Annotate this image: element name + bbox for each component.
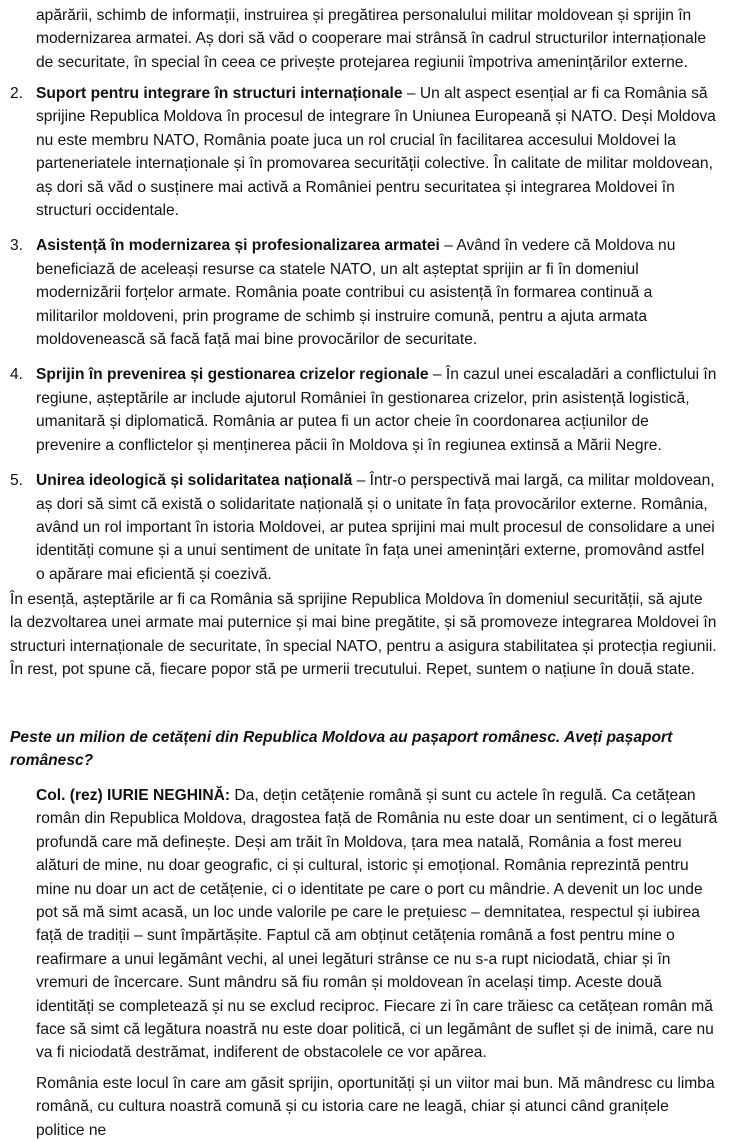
list-item-title: Unirea ideologică și solidaritatea națională <box>36 472 353 490</box>
intro-continuation-paragraph: apărării, schimb de informații, instruirea și pregătirea personalului militar moldovean și sprijin în modernizarea armatei. Aș dori să văd o cooperare mai strânsă în cadrul structurilor internaționale de securitate, în special în ceea ce privește protejarea regiunii împotriva amenințărilor externe. <box>36 7 706 71</box>
list-item-number: 3. <box>10 237 24 255</box>
interview-answer <box>0 784 733 1065</box>
list-item-title: Suport pentru integrare în structuri internaționale <box>36 85 403 102</box>
interview-question: Peste un milion de cetățeni din Republica Moldova au pașaport românesc. Aveți pașaport românesc? <box>10 729 673 770</box>
list-item <box>0 82 733 222</box>
list-item-text: – În cazul unei escaladări a conflictului în regiune, așteptările ar include ajutorul României în gestionarea crizelor, prin asistență logistică, umanitară și diplomatică. România ar putea fi un actor cheie în coordonarea acțiunilor de prevenire a conflictelor și menținerea păcii în Moldova și în regiunea extinsă a Mării Negre. <box>36 366 717 454</box>
list-item-text: – Având în vedere că Moldova nu beneficiază de aceleași resurse ca statele NATO, un alt așteptat sprijin ar fi în domeniul modernizării forțelor armate. România poate contribui cu asistență în formarea continuă a militarilor moldoveni, prin programe de schimb și instruire comună, pentru a ajuta armata moldovenească să facă față mai bine provocărilor de securitate. <box>36 237 676 349</box>
answer-speaker: Col. (rez) IURIE NEGHINĂ: <box>36 787 231 804</box>
numbered-points-list <box>0 82 733 598</box>
list-item <box>0 469 733 586</box>
list-item-number: 2. <box>10 85 24 102</box>
list-item <box>0 234 733 351</box>
list-item-title: Sprijin în prevenirea și gestionarea crizelor regionale <box>36 366 429 384</box>
list-item-text: – Într-o perspectivă mai largă, ca militar moldovean, aș dori să simt că există o solidaritate națională și o unitate în fața provocărilor externe. România, având un rol important în istoria Moldovei, ar putea sprijini mai mult procesul de consolidare a unei identități comune și a unui sentiment de unitate în fața unei amenințări externe, promovând astfel o apărare mai eficientă și coezivă. <box>36 472 715 583</box>
answer-text: Da, dețin cetățenie română și sunt cu actele în regulă. Ca cetățean român din Republica Moldova, dragostea față de România nu este doar un sentiment, ci o legătură profundă care mă definește. Deși am trăit în Moldova, țara mea natală, România a fost mereu alături de mine, nu doar geografic, ci și cultural, istoric și emoțional. România reprezintă pentru mine nu doar un act de cetățenie, ci o identitate pe care o port cu mândrie. A devenit un loc unde pot să mă simt acasă, un loc unde valorile pe care le prețuiesc – demnitatea, respectul și iubirea față de tradiții – sunt împărtășite. Faptul că am obținut cetățenia română a fost pentru mine o reafirmare a unui legământ vechi, al unei legături strânse ce nu s-a rupt niciodată, chiar și în vremuri de încercare. Sunt mândru să fiu român și moldovean în același timp. Aceste două identități se completează și nu se exclud reciproc. Fiecare zi în care trăiesc ca cetățean român mă face să simt că legătura noastră nu este doar politică, ci un legământ de suflet și de inimă, care nu va fi niciodată destrămat, indiferent de obstacolele ce vor apărea. <box>36 787 718 1062</box>
answer-continuation-paragraph: România este locul în care am găsit sprijin, oportunități și un viitor mai bun. Mă mândresc cu limba română, cu cultura noastră comună și cu istoria care ne leagă, chiar și atunci când granițele politice ne <box>36 1075 715 1139</box>
summary-paragraph: În esență, așteptările ar fi ca România să sprijine Republica Moldova în domeniul securității, să ajute la dezvoltarea unei armate mai puternice și mai bine pregătite, și să promoveze integrarea Moldovei în structuri internaționale de securitate, în special NATO, pentru a asigura stabilitatea și protecția regiunii. În rest, pot spune că, fiecare popor stă pe urmerii trecutului. Repet, suntem o națiune în două state. <box>10 591 717 679</box>
list-item <box>0 363 733 457</box>
list-item-text: – Un alt aspect esențial ar fi ca România să sprijine Republica Moldova în procesul de integrare în Uniunea Europeană și NATO. Deși Moldova nu este membru NATO, România poate juca un rol crucial în facilitarea accesului Moldovei la parteneriatele internaționale și în promovarea securității colective. În calitate de militar moldovean, aș dori să văd o susținere mai activă a României pentru securitatea și integrarea Moldovei în structuri occidentale. <box>36 85 716 220</box>
list-item-number: 4. <box>10 366 24 384</box>
list-item-number: 5. <box>10 472 24 490</box>
list-item-title: Asistență în modernizarea și profesionalizarea armatei <box>36 237 440 255</box>
